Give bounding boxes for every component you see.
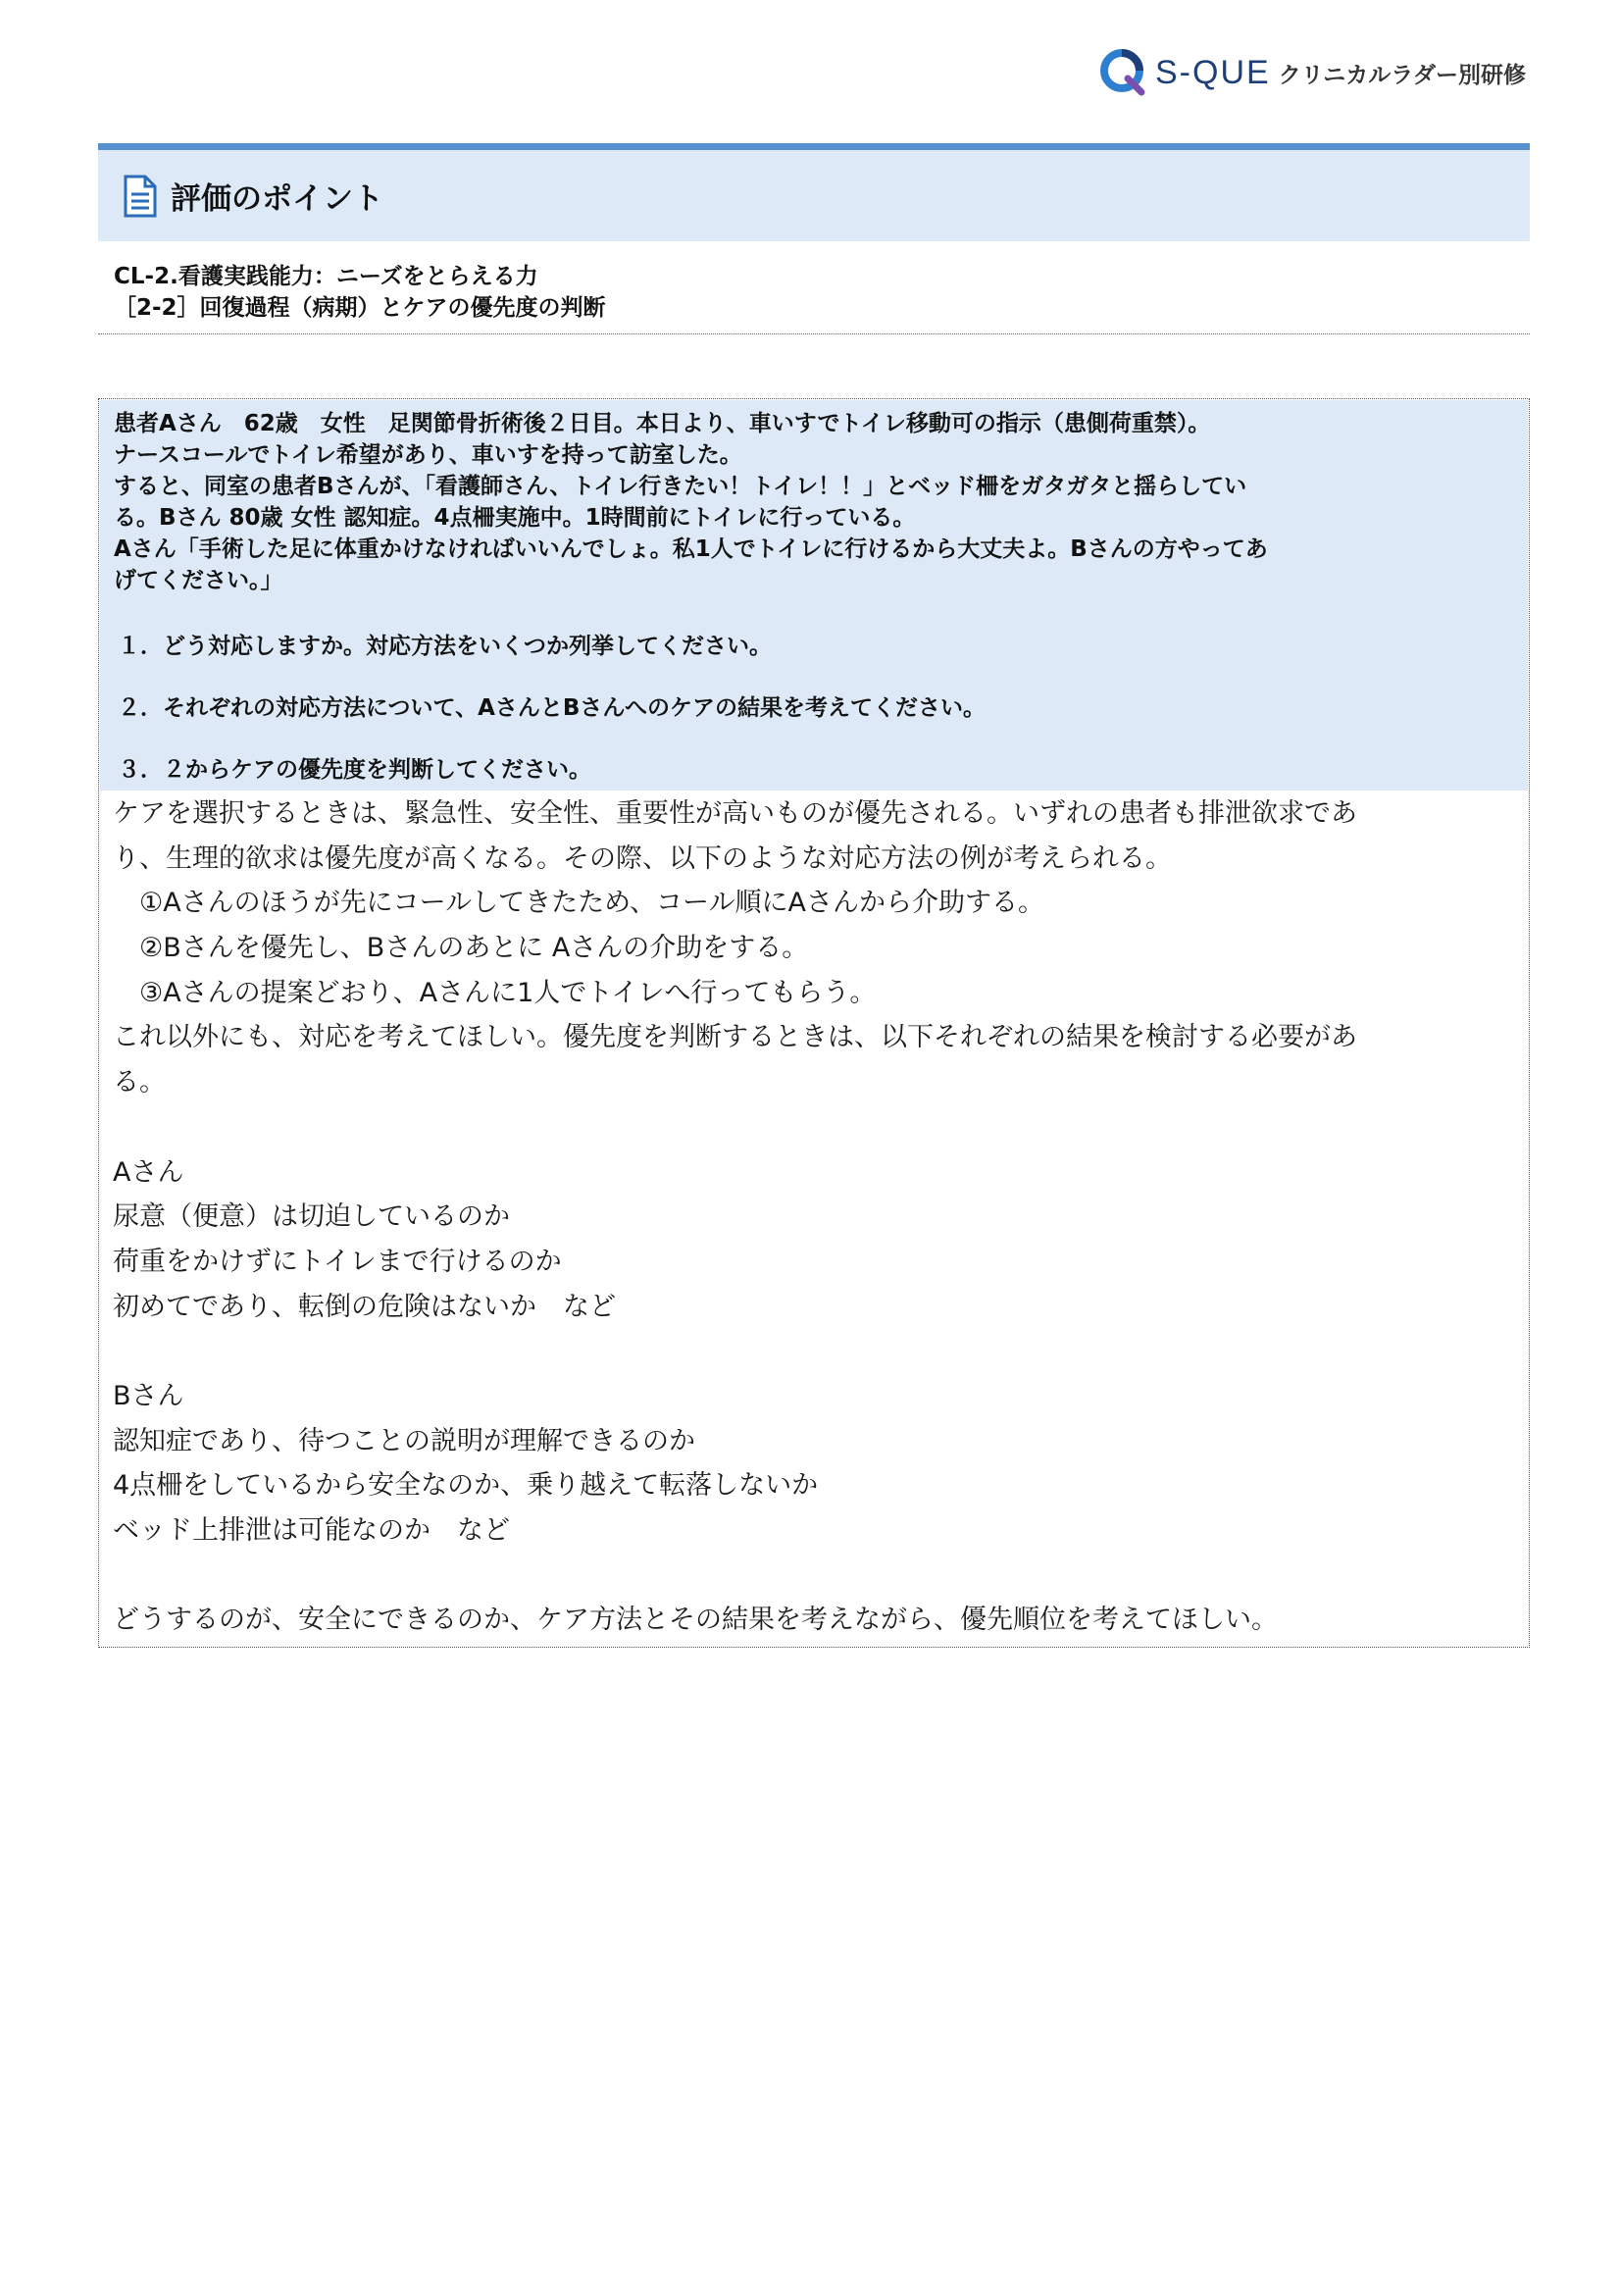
answer-line: る。 xyxy=(113,1067,166,1098)
scenario-line: ナースコールでトイレ希望があり、車いすを持って訪室した。 xyxy=(114,442,742,468)
answer-line: 荷重をかけずにトイレまで行けるのか xyxy=(113,1246,562,1277)
document-icon xyxy=(124,175,157,218)
answer-line: 認知症であり、待つことの説明が理解できるのか xyxy=(113,1425,695,1456)
question-3: ３．２からケアの優先度を判断してください。 xyxy=(118,757,591,783)
answer-line: ケアを選択するときは、緊急性、安全性、重要性が高いものが優先される。いずれの患者も排泄欲求であ xyxy=(113,798,1357,829)
brand-logo xyxy=(1098,45,1526,100)
answer-line xyxy=(113,1554,1515,1599)
section-heading xyxy=(98,143,1530,241)
answer-line: 初めてであり、転倒の危険はないか など xyxy=(113,1291,616,1322)
scenario-line: すると、同室の患者Bさんが、「看護師さん、トイレ行きたい！トイレ！！」とベッド柵をガタガタと揺らしてい xyxy=(114,474,1247,499)
q-ring-icon xyxy=(1098,47,1149,98)
question-1: １．どう対応しますか。対応方法をいくつか列挙してください。 xyxy=(118,634,772,659)
answer-line: ③Aさんの提案どおり、Aさんに1人でトイレへ行ってもらう。 xyxy=(113,977,877,1008)
case-box xyxy=(98,398,1530,1648)
scenario-line: 患者Aさん 62歳 女性 足関節骨折術後２日目。本日より、車いすでトイレ移動可の指示（患側荷重禁）。 xyxy=(114,411,1211,436)
answer-line: どうするのが、安全にできるのか、ケア方法とその結果を考えながら、優先順位を考えてほしい。 xyxy=(113,1605,1278,1636)
answer-line: 4点柵をしているから安全なのか、乗り越えて転落しないか xyxy=(113,1470,819,1502)
answer-line: ②Bさんを優先し、Bさんのあとに Aさんの介助をする。 xyxy=(113,933,809,964)
answer-line xyxy=(113,1105,1515,1150)
answer-line: 尿意（便意）は切迫しているのか xyxy=(113,1201,510,1233)
answer-line: これ以外にも、対応を考えてほしい。優先度を判断するときは、以下それぞれの結果を検討する必要があ xyxy=(113,1022,1357,1053)
logo-subtitle: クリニカルラダー別研修 xyxy=(1278,62,1526,88)
competency-subtitle: ［2-2］回復過程（病期）とケアの優先度の判断 xyxy=(114,295,606,321)
competency-title: CL-2.看護実践能力：ニーズをとらえる力 xyxy=(114,264,538,289)
answer-line: り、生理的欲求は優先度が高くなる。その際、以下のような対応方法の例が考えられる。 xyxy=(113,842,1172,874)
answer-line: ベッド上排泄は可能なのか など xyxy=(113,1515,510,1546)
answer-line: Bさん xyxy=(113,1380,184,1411)
scenario-line: Aさん「手術した足に体重かけなければいいんでしょ。私1人でトイレに行けるから大丈夫よ。Bさんの方やってあ xyxy=(114,536,1268,562)
answer-line xyxy=(113,1329,1515,1374)
scenario-line: げてください。」 xyxy=(114,568,283,593)
question-2: ２．それぞれの対応方法について、AさんとBさんへのケアの結果を考えてください。 xyxy=(118,695,986,721)
answer-text xyxy=(113,791,1515,1643)
answer-line: ①Aさんのほうが先にコールしてきたため、コール順にAさんから介助する。 xyxy=(113,888,1044,919)
logo-brand: S-QUE xyxy=(1155,53,1271,91)
scenario-line: る。Bさん 80歳 女性 認知症。4点柵実施中。1時間前にトイレに行っている。 xyxy=(114,505,916,531)
scenario-panel xyxy=(100,400,1528,791)
dotted-divider xyxy=(98,333,1530,334)
page-title: 評価のポイント xyxy=(171,181,383,217)
answer-line: Aさん xyxy=(113,1156,184,1188)
